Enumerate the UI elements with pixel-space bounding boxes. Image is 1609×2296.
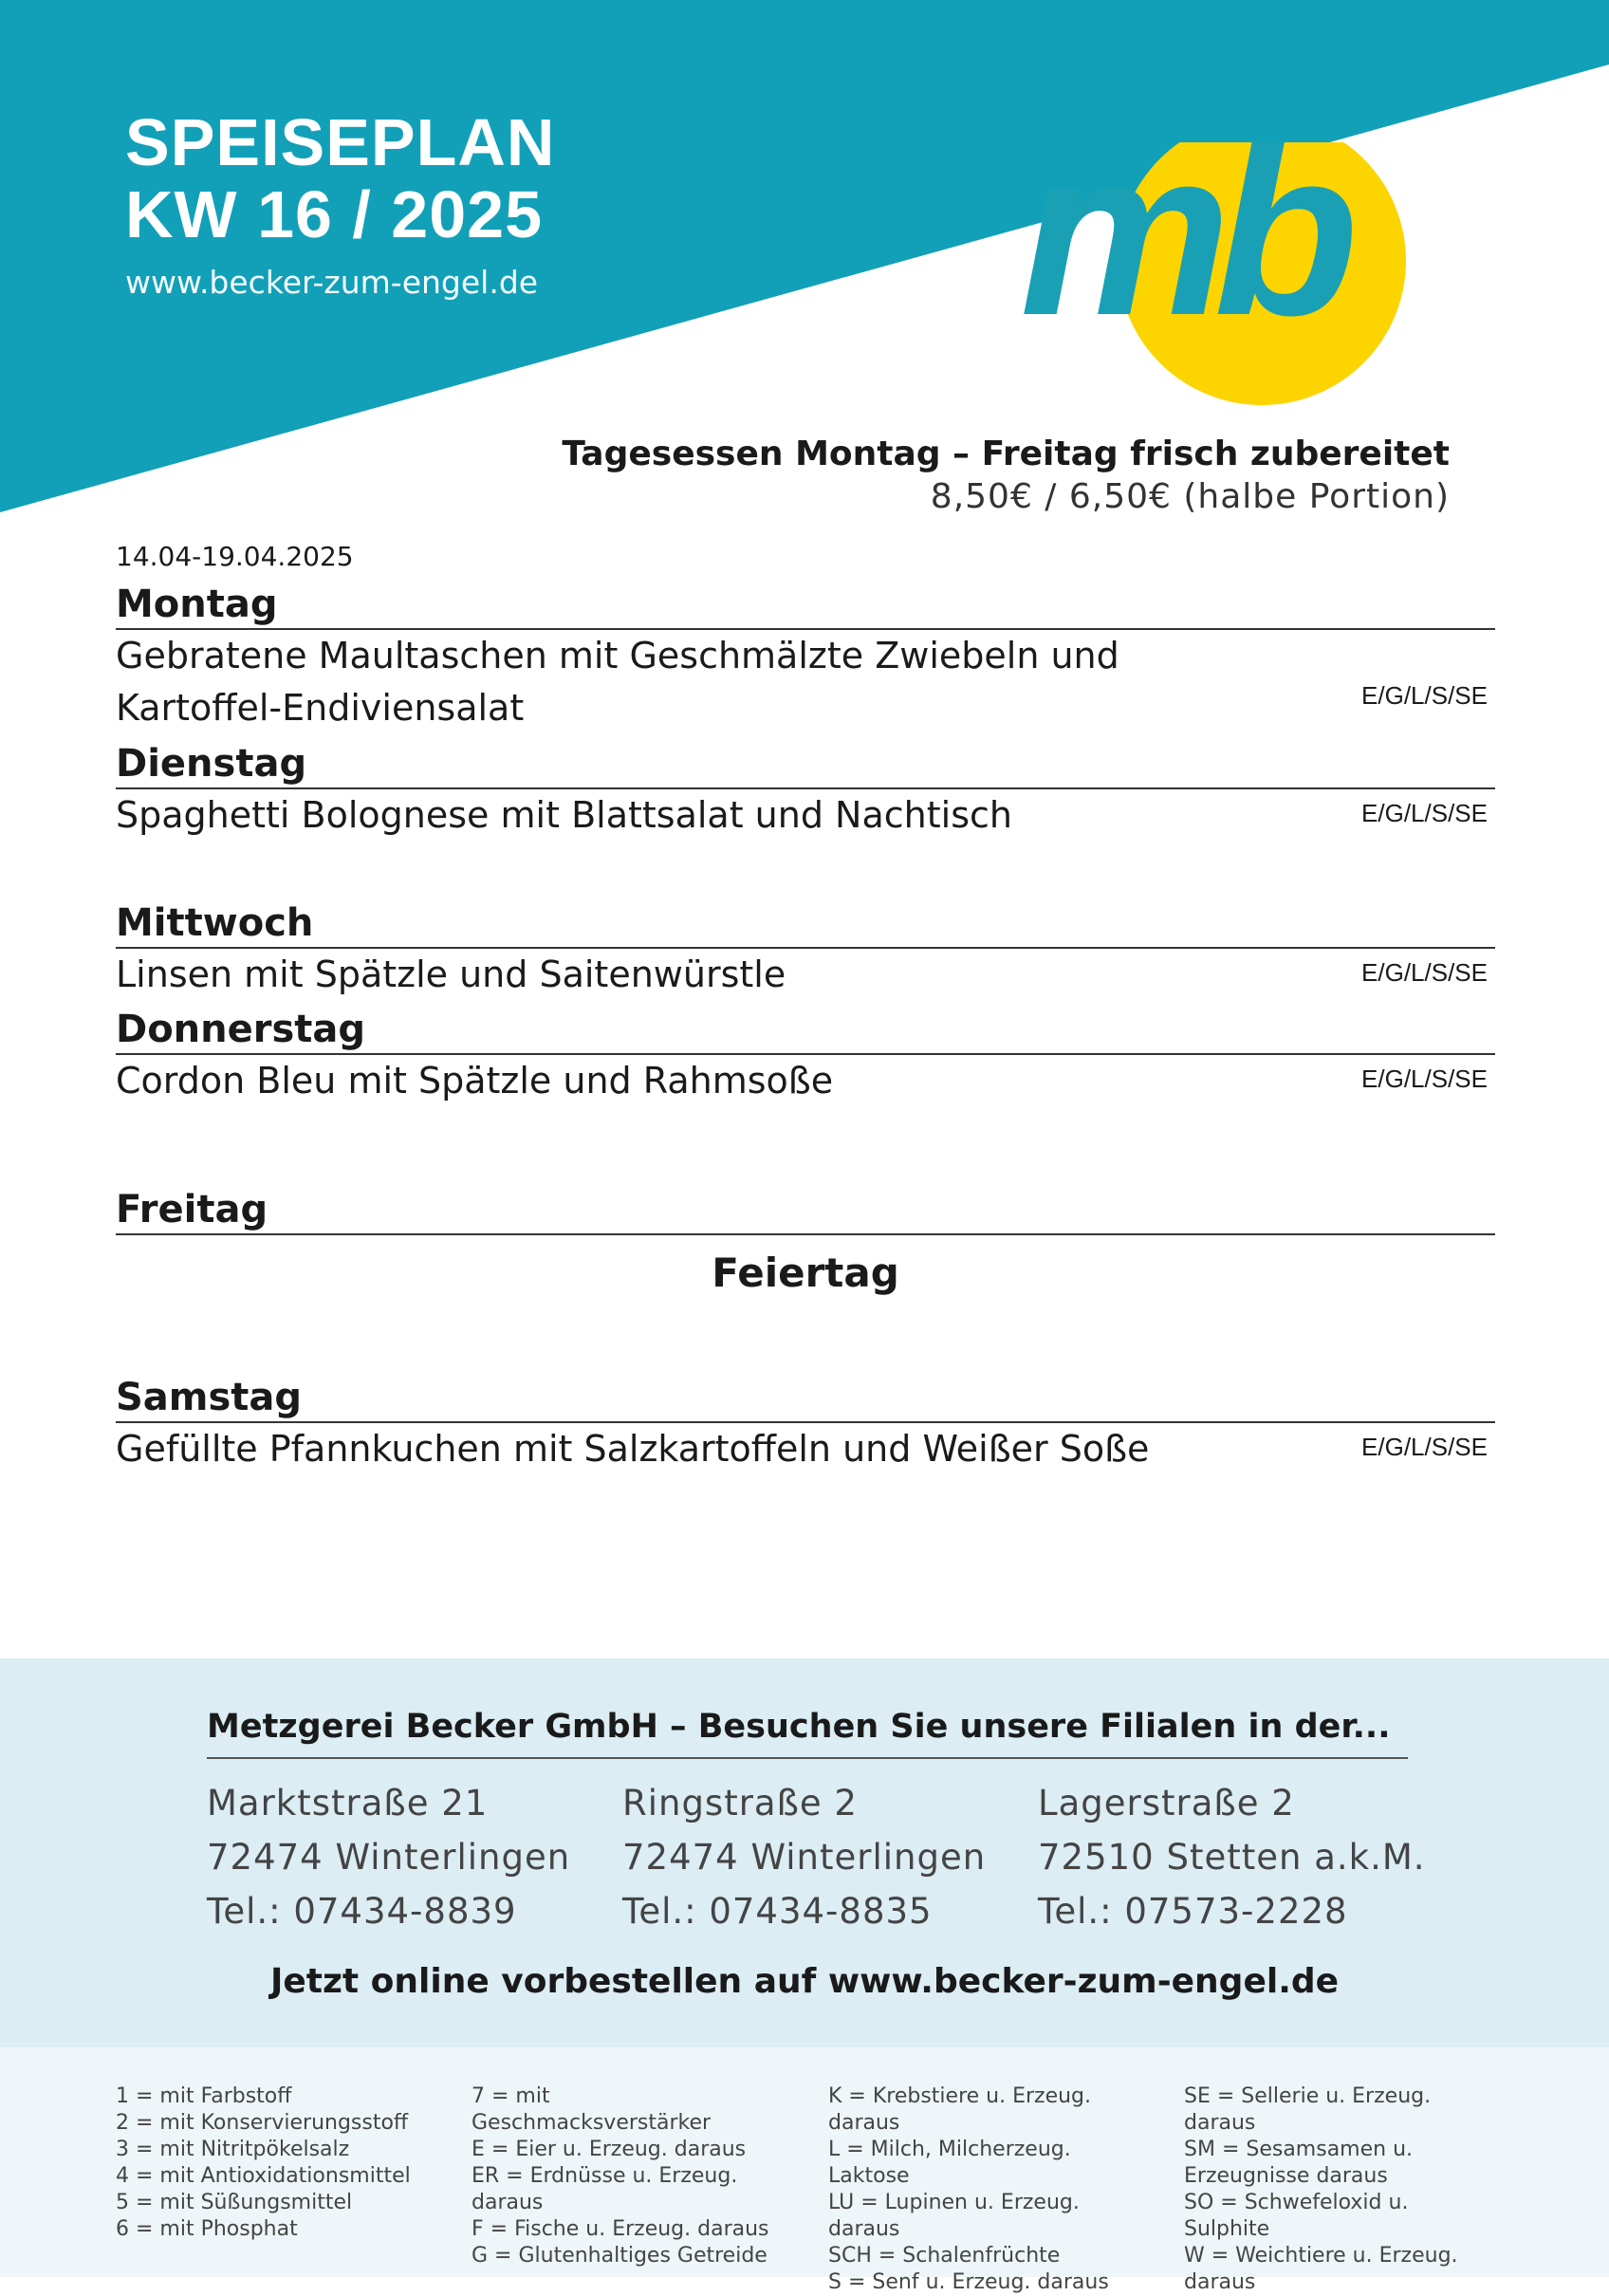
branch-city: 72510 Stetten a.k.M. xyxy=(1038,1837,1426,1878)
allergen-codes: E/G/L/S/SE xyxy=(1361,681,1488,710)
branch-street: Lagerstraße 2 xyxy=(1038,1783,1295,1824)
legend-item: SM = Sesamsamen u. Erzeugnisse daraus xyxy=(1184,2138,1414,2188)
legend-item: W = Weichtiere u. Erzeug. daraus xyxy=(1184,2244,1458,2294)
branches-title: Metzgerei Becker GmbH – Besuchen Sie unsere Filialen in der... xyxy=(207,1708,1408,1759)
branch-2 xyxy=(622,1776,986,1938)
meal-text: Linsen mit Spätzle und Saitenwürstle xyxy=(116,954,786,995)
legend-item: G = Glutenhaltiges Getreide xyxy=(472,2244,768,2268)
price-text: 8,50€ / 6,50€ (halbe Portion) xyxy=(930,477,1450,516)
branch-phone[interactable]: Tel.: 07573-2228 xyxy=(1038,1891,1348,1932)
legend-item: SE = Sellerie u. Erzeug. daraus xyxy=(1184,2084,1432,2135)
legend-item: L = Milch, Milcherzeug. Laktose xyxy=(828,2138,1071,2188)
legend-item: 1 = mit Farbstoff xyxy=(116,2084,292,2108)
allergen-codes: E/G/L/S/SE xyxy=(1361,958,1488,987)
legend-item: K = Krebstiere u. Erzeug. daraus xyxy=(828,2084,1092,2135)
day-name: Samstag xyxy=(116,1374,1495,1423)
day-friday xyxy=(116,1186,1495,1374)
legend-item: 2 = mit Konservierungsstoff xyxy=(116,2111,409,2135)
menu-list xyxy=(116,581,1495,1488)
legend-item: 4 = mit Antioxidationsmittel xyxy=(116,2164,411,2188)
legend-item: 3 = mit Nitritpökelsalz xyxy=(116,2138,350,2161)
week-range: 14.04-19.04.2025 xyxy=(116,541,354,572)
branch-street: Ringstraße 2 xyxy=(622,1783,858,1824)
title-block xyxy=(125,106,555,301)
online-order-link[interactable]: Jetzt online vorbestellen auf www.becker-zum-engel.de xyxy=(269,1962,1340,2001)
allergen-codes: E/G/L/S/SE xyxy=(1361,1065,1488,1093)
allergen-codes: E/G/L/S/SE xyxy=(1361,799,1488,827)
branch-city: 72474 Winterlingen xyxy=(207,1837,571,1878)
branch-phone[interactable]: Tel.: 07434-8839 xyxy=(207,1891,517,1932)
legend-item: F = Fische u. Erzeug. daraus xyxy=(472,2217,769,2241)
allergen-codes: E/G/L/S/SE xyxy=(1361,1433,1488,1461)
legend-column-1 xyxy=(116,2083,429,2243)
legend-item: E = Eier u. Erzeug. daraus xyxy=(472,2138,747,2161)
day-wednesday xyxy=(116,899,1495,1006)
legend-item: LU = Lupinen u. Erzeug. daraus xyxy=(828,2191,1080,2241)
legend-column-4 xyxy=(1184,2083,1497,2296)
legend-column-3 xyxy=(828,2083,1141,2296)
legend-item: SO = Schwefeloxid u. Sulphite xyxy=(1184,2191,1409,2241)
legend-item: 5 = mit Süßungsmittel xyxy=(116,2191,353,2214)
calendar-week: KW 16 / 2025 xyxy=(125,177,543,251)
legend-item: 6 = mit Phosphat xyxy=(116,2217,298,2241)
branch-1 xyxy=(207,1776,570,1938)
branch-phone[interactable]: Tel.: 07434-8835 xyxy=(622,1891,933,1932)
day-name: Montag xyxy=(116,581,1495,630)
day-saturday xyxy=(116,1374,1495,1488)
legend-item: SCH = Schalenfrüchte xyxy=(828,2244,1061,2268)
day-monday xyxy=(116,581,1495,740)
legend-item: ER = Erdnüsse u. Erzeug. daraus xyxy=(472,2164,738,2214)
legend-item: 7 = mit Geschmacksverstärker xyxy=(472,2084,712,2135)
day-tuesday xyxy=(116,740,1495,899)
price-block xyxy=(562,435,1450,516)
day-name: Mittwoch xyxy=(116,899,1495,949)
page-title: SPEISEPLAN xyxy=(125,105,556,179)
day-name: Donnerstag xyxy=(116,1006,1495,1055)
branch-city: 72474 Winterlingen xyxy=(622,1837,987,1878)
website-link[interactable]: www.becker-zum-engel.de xyxy=(125,264,539,301)
legend-column-2 xyxy=(472,2083,785,2269)
logo-mb: mb xyxy=(1020,100,1341,364)
day-name: Dienstag xyxy=(116,740,1495,789)
branch-street: Marktstraße 21 xyxy=(207,1783,489,1824)
meal-text: Spaghetti Bolognese mit Blattsalat und Nachtisch xyxy=(116,794,1012,836)
legend-item: S = Senf u. Erzeug. daraus xyxy=(828,2270,1109,2294)
day-thursday xyxy=(116,1006,1495,1186)
day-name: Freitag xyxy=(116,1186,1495,1235)
meal-text: Cordon Bleu mit Spätzle und Rahmsoße xyxy=(116,1060,834,1102)
branch-3 xyxy=(1038,1776,1426,1938)
meal-text: Gebratene Maultaschen mit Geschmälzte Zwiebeln und Kartoffel-Endiviensalat xyxy=(116,635,1119,729)
daily-meal-title: Tagesessen Montag – Freitag frisch zubereitet xyxy=(562,435,1450,473)
holiday-label: Feiertag xyxy=(712,1250,899,1296)
meal-text: Gefüllte Pfannkuchen mit Salzkartoffeln und Weißer Soße xyxy=(116,1428,1150,1470)
